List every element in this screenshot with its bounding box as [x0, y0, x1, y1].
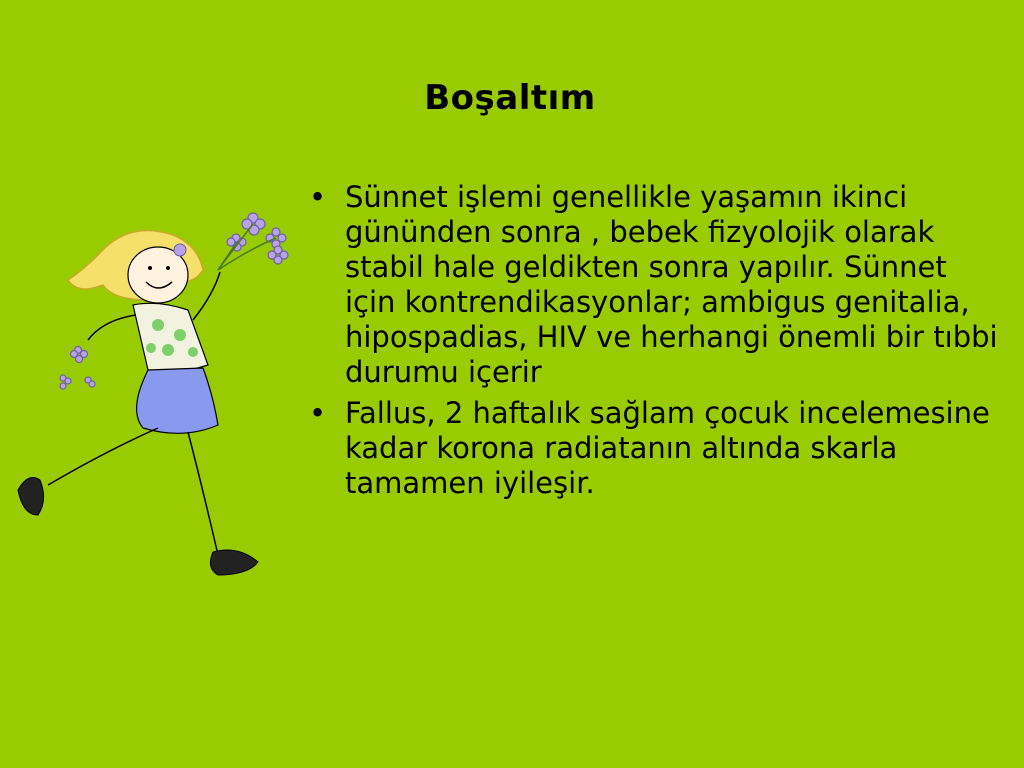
- bullet-icon: •: [309, 396, 327, 430]
- bullet-item: [305, 180, 1005, 390]
- slide-title: Boşaltım: [424, 78, 596, 118]
- girl-with-flowers-icon: [8, 200, 298, 600]
- bullet-list: [305, 180, 1005, 507]
- bullet-text: Sünnet işlemi genellikle yaşamın ikinci gününden sonra , bebek fizyolojik olarak stabil hale geldikten sonra yapılır. Sünnet için kontrendikasyonlar; ambigus genitalia, hipospadias, HIV ve herhangi önemli bir tıbbi durumu içerir: [345, 180, 998, 389]
- bullet-icon: •: [309, 180, 327, 214]
- bullet-text: Fallus, 2 haftalık sağlam çocuk incelemesine kadar korona radiatanın altında skarla tamamen iyileşir.: [345, 396, 990, 500]
- bullet-item: [305, 396, 1005, 501]
